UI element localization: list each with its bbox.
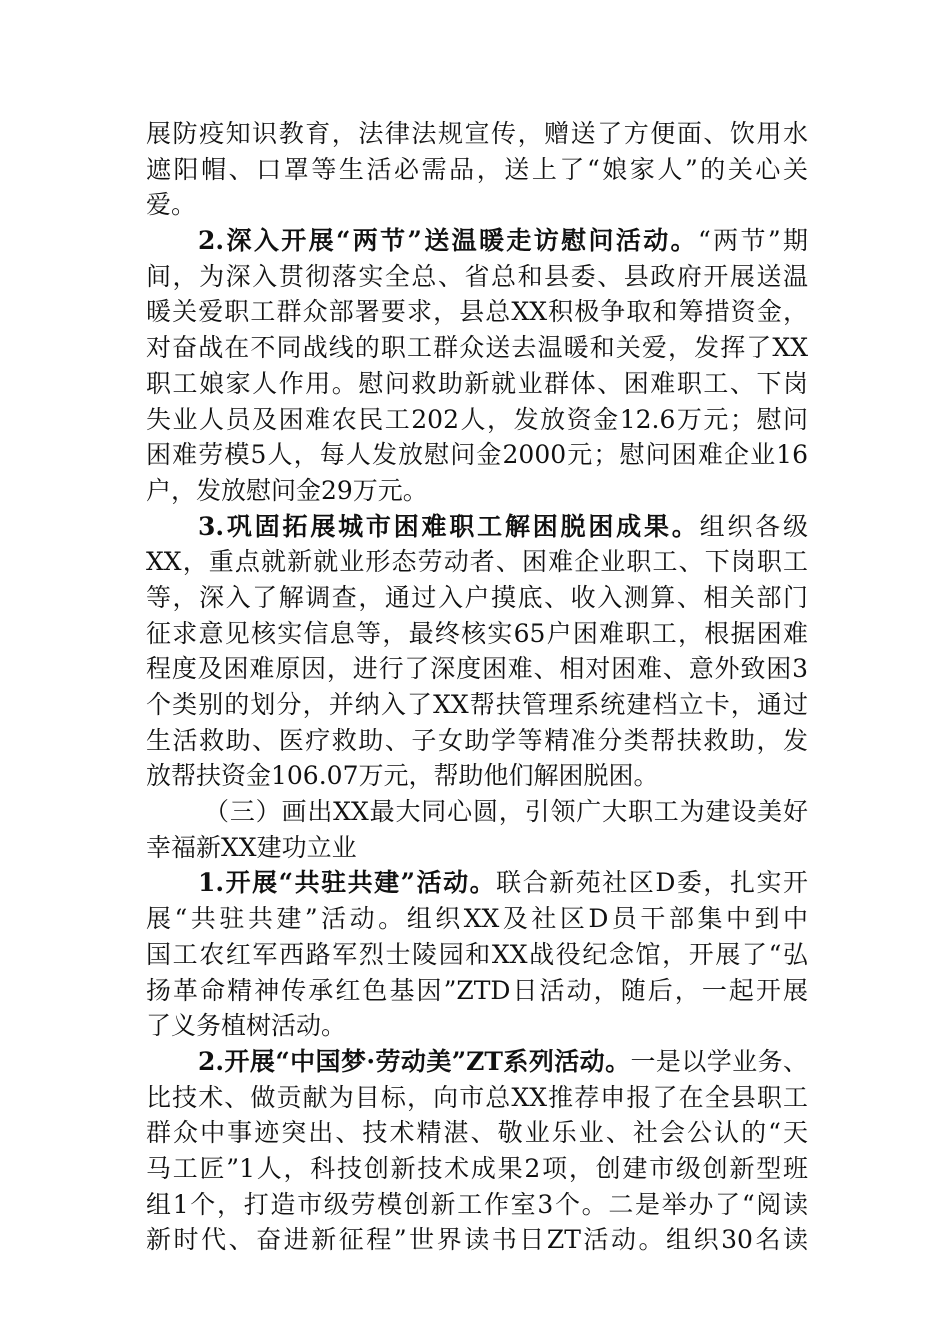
paragraph-chinese-dream: [146, 1044, 808, 1258]
text-line: 等，深入了解调查，通过入户摸底、收入测算、相关部门: [146, 582, 808, 612]
paragraph-two-festivals: [146, 223, 808, 509]
paragraph-heading: 3.巩固拓展城市困难职工解困脱困成果。: [198, 511, 700, 541]
text-line: 程度及困难原因，进行了深度困难、相对困难、意外致困3: [146, 654, 808, 684]
paragraph-heading: 2.开展“中国梦·劳动美”ZT系列活动。: [198, 1046, 631, 1076]
paragraph-text: 组织各级: [699, 511, 808, 541]
text-line: 展“共驻共建”活动。组织XX及社区D员干部集中到中: [146, 904, 808, 934]
paragraph-epidemic-education: [146, 116, 808, 223]
text-line: 扬革命精神传承红色基因”ZTD日活动，随后，一起开展: [146, 975, 808, 1005]
paragraph-heading: 1.开展“共驻共建”活动。: [198, 868, 497, 898]
paragraph-first-line: [146, 865, 808, 901]
text-line: 比技术、做贡献为目标，向市总XX推荐申报了在全县职工: [146, 1082, 808, 1112]
text-line: 新时代、奋进新征程”世界读书日ZT活动。组织30名读: [146, 1225, 808, 1255]
text-line: 放帮扶资金106.07万元，帮助他们解困脱困。: [146, 761, 659, 791]
paragraph-text: 一是以学业务、: [630, 1046, 808, 1076]
text-line: 遮阳帽、口罩等生活必需品，送上了“娘家人”的关心关: [146, 154, 808, 184]
text-line: 职工娘家人作用。慰问救助新就业群体、困难职工、下岗: [146, 368, 808, 398]
text-line: 展防疫知识教育，法律法规宣传，赠送了方便面、饮用水: [146, 119, 808, 148]
paragraph-first-line: [146, 1044, 808, 1080]
paragraph-poverty-relief: [146, 509, 808, 795]
paragraph-text: 联合新苑社区D委，扎实开: [496, 868, 808, 898]
text-line: 失业人员及困难农民工202人，发放资金12.6万元；慰问: [146, 404, 808, 434]
paragraph-text: “两节”期: [697, 226, 808, 256]
section-heading-line: （三）画出XX最大同心圆，引领广大职工为建设美好: [204, 797, 808, 827]
text-line: 群众中事迹突出、技术精湛、敬业乐业、社会公认的“天: [146, 1118, 808, 1148]
text-line: 困难劳模5人，每人发放慰问金2000元；慰问困难企业16: [146, 440, 808, 470]
text-line: XX，重点就新就业形态劳动者、困难企业职工、下岗职工: [146, 547, 808, 577]
section-heading-3: [146, 794, 808, 865]
paragraph-heading: 2.深入开展“两节”送温暖走访慰问活动。: [198, 226, 698, 256]
section-heading-line: 幸福新XX建功立业: [146, 832, 357, 862]
text-line: 间，为深入贯彻落实全总、省总和县委、县政府开展送温: [146, 261, 808, 291]
text-line: 户，发放慰问金29万元。: [146, 475, 428, 505]
text-line: 爱。: [146, 190, 197, 220]
text-line: 马工匠”1人，科技创新技术成果2项，创建市级创新型班: [146, 1153, 808, 1183]
text-line: 组1个，打造市级劳模创新工作室3个。二是举办了“阅读: [146, 1189, 808, 1219]
paragraph-first-line: [146, 223, 808, 259]
paragraph-co-building: [146, 865, 808, 1043]
text-line: 征求意见核实信息等，最终核实65户困难职工，根据困难: [146, 618, 808, 648]
document-page: [146, 116, 808, 1258]
text-line: 国工农红军西路军烈士陵园和XX战役纪念馆，开展了“弘: [146, 939, 808, 969]
text-line: 暖关爱职工群众部署要求，县总XX积极争取和筹措资金，: [146, 297, 808, 327]
text-line: 生活救助、医疗救助、子女助学等精准分类帮扶救助，发: [146, 725, 808, 755]
text-line: 了义务植树活动。: [146, 1011, 347, 1041]
text-line: 个类别的划分，并纳入了XX帮扶管理系统建档立卡，通过: [146, 690, 808, 719]
text-line: 对奋战在不同战线的职工群众送去温暖和关爱，发挥了XX: [146, 333, 808, 363]
paragraph-first-line: [146, 509, 808, 545]
